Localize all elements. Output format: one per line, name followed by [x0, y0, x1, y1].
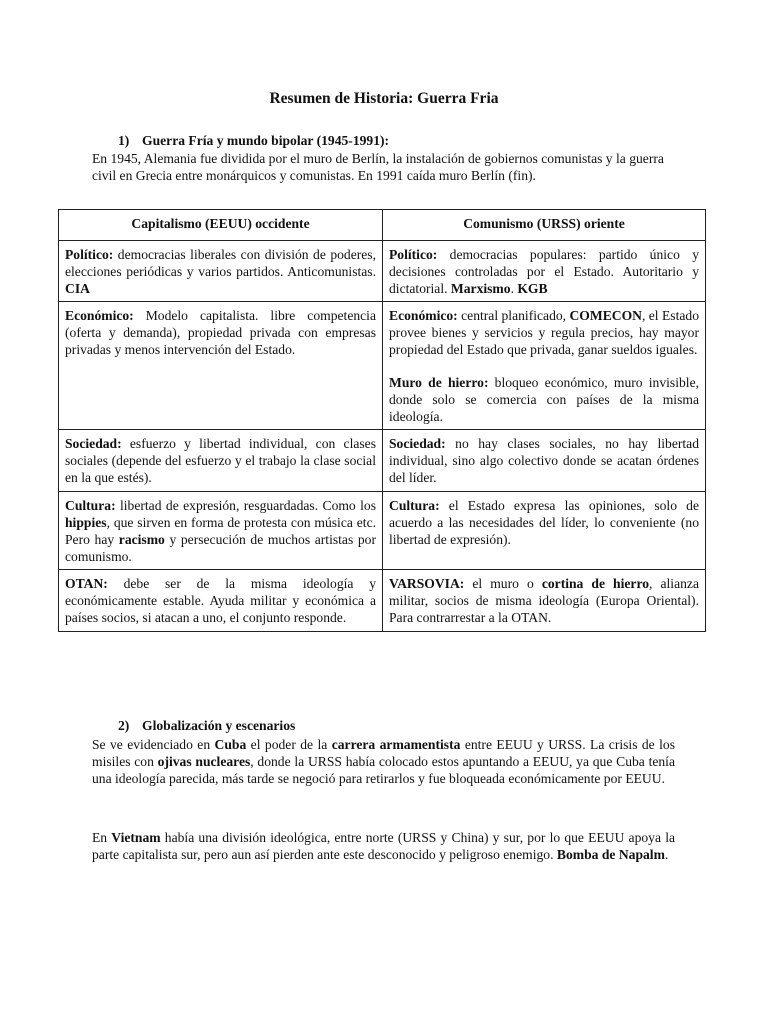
cell-economico-capitalismo	[59, 302, 383, 430]
comparison-table	[58, 209, 706, 632]
section-2-paragraph-cuba	[92, 737, 675, 788]
section-1-heading	[118, 133, 389, 150]
cell-bold: hippies	[65, 514, 107, 530]
cell-text: central planificado,	[457, 308, 570, 324]
table-row-politico	[59, 240, 706, 302]
paragraph-bold: carrera armamentista	[331, 737, 461, 752]
cell-varsovia	[383, 570, 706, 632]
cell-label: Económico:	[65, 308, 134, 324]
section-1-title: Guerra Fría y mundo bipolar (1945-1991):	[142, 133, 390, 148]
header-capitalismo: Capitalismo (EEUU) occidente	[59, 210, 383, 241]
cell-label: VARSOVIA:	[389, 576, 465, 592]
cell-politico-comunismo	[383, 240, 706, 302]
paragraph-text: Se ve evidenciado en	[92, 737, 215, 752]
cell-paragraph	[389, 375, 699, 426]
cell-text: democracias populares: partido único y decisiones controladas por el Estado. Autoritario y dictatorial.	[389, 246, 699, 296]
paragraph-bold: ojivas nucleares	[157, 753, 251, 769]
cell-label: Económico:	[389, 308, 458, 324]
cell-text: y persecución de muchos artistas por comunismo.	[65, 531, 376, 564]
cell-label: Muro de hierro:	[389, 374, 489, 390]
cell-label: Político:	[65, 246, 114, 262]
paragraph-bold: Cuba	[214, 737, 247, 752]
cell-text: , el Estado provee bienes y servicios y regula precios, hay mayor propiedad del Estado que privada, ganar sueldos iguales.	[389, 308, 699, 358]
page-title: Resumen de Historia: Guerra Fria	[269, 90, 499, 107]
table-row-sociedad	[59, 430, 706, 492]
cell-bold: KGB	[517, 280, 548, 296]
table-row-cultura	[59, 491, 706, 569]
paragraph-bold: Bomba de Napalm	[556, 846, 665, 862]
cell-bold: cortina de hierro	[541, 576, 650, 592]
section-2-heading	[118, 718, 295, 735]
cell-bold: Marxismo	[450, 280, 511, 296]
cell-label: Sociedad:	[65, 436, 122, 452]
table-row-alianzas	[59, 570, 706, 632]
cell-text: , alianza militar, socios de misma ideología (Europa Oriental). Para contrarrestar a la OTAN.	[389, 576, 699, 626]
cell-sociedad-capitalismo	[59, 430, 383, 492]
cell-label: OTAN:	[65, 576, 108, 592]
paragraph-text: , donde la URSS había colocado estos apuntando a EEUU, ya que Cuba tenía una ideología parecida, más tarde se negoció para retirarlos y fue bloqueada económicamente por EEUU.	[92, 753, 675, 786]
cell-cultura-capitalismo	[59, 491, 383, 569]
cell-label: Político:	[389, 246, 438, 262]
cell-otan	[59, 570, 383, 632]
paragraph-bold: Vietnam	[111, 830, 161, 845]
cell-bold: COMECON	[569, 308, 642, 324]
cell-label: Sociedad:	[389, 436, 446, 452]
cell-text: esfuerzo y libertad individual, con clases sociales (depende del esfuerzo y el trabajo la clase social en la que estés).	[65, 436, 376, 486]
paragraph-text: En	[92, 830, 112, 845]
section-2-title: Globalización y escenarios	[142, 718, 296, 733]
paragraph-text: había una división ideológica, entre norte (URSS y China) y sur, por lo que EEUU apoya la parte capitalista sur, pero aun así pierden ante este desconocido y peligroso enemigo.	[92, 830, 676, 862]
cell-text: el muro o	[464, 576, 542, 592]
cell-bold: CIA	[65, 280, 90, 296]
paragraph-text: el poder de la	[246, 737, 332, 752]
cell-cultura-comunismo	[383, 491, 706, 569]
cell-text: debe ser de la misma ideología y económicamente estable. Ayuda militar y económica a países socios, si atacan a uno, el conjunto responde.	[65, 576, 376, 626]
cell-paragraph	[389, 308, 699, 359]
cell-text: libertad de expresión, resguardadas. Como los	[115, 497, 376, 513]
cell-bold: racismo	[118, 531, 165, 547]
cell-label: Cultura:	[65, 497, 116, 513]
cell-sociedad-comunismo	[383, 430, 706, 492]
table-row-economico	[59, 302, 706, 430]
section-2-paragraph-vietnam	[92, 830, 675, 864]
header-comunismo: Comunismo (URSS) oriente	[383, 210, 706, 241]
cell-text: , que sirven en forma de protesta con música etc. Pero hay	[65, 514, 376, 547]
cell-text: el Estado expresa las opiniones, solo de acuerdo a las necesidades del líder, lo conveniente (no libertad de expresión).	[389, 497, 699, 547]
section-1-intro: En 1945, Alemania fue dividida por el muro de Berlín, la instalación de gobiernos comunistas y la guerra civil en Grecia entre monárquicos y comunistas. En 1991 caída muro Berlín (fin).	[92, 151, 664, 183]
cell-text: bloqueo económico, muro invisible, donde solo se comercia con países de la misma ideología.	[389, 374, 700, 424]
section-2-number: 2)	[118, 718, 130, 733]
cell-economico-comunismo	[383, 302, 706, 430]
cell-label: Cultura:	[389, 497, 440, 513]
cell-text: .	[510, 280, 518, 296]
cell-text: Modelo capitalista. libre competencia (oferta y demanda), propiedad privada con empresas privadas y menos intervención del Estado.	[65, 308, 376, 358]
cell-text: democracias liberales con división de poderes, elecciones periódicas y varios partidos. Anticomunistas.	[65, 246, 376, 279]
cell-politico-capitalismo	[59, 240, 383, 302]
paragraph-text: entre EEUU y URSS. La crisis de los misiles con	[92, 737, 675, 769]
table-header-row	[59, 210, 706, 241]
paragraph-text: .	[664, 846, 669, 862]
section-1-number: 1)	[118, 133, 130, 148]
cell-text: no hay clases sociales, no hay libertad individual, sino algo colectivo donde se acatan órdenes del líder.	[389, 436, 699, 486]
